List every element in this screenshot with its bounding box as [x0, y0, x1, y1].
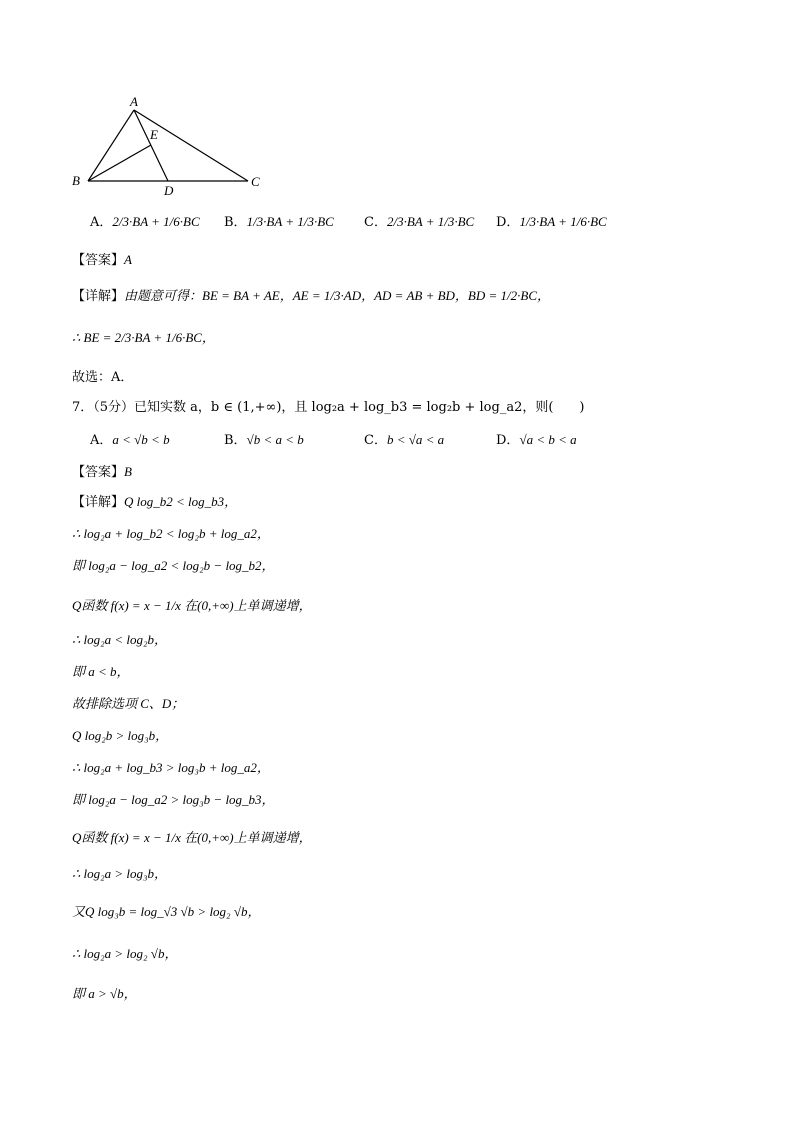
q6-detail-line-2: ∴ BE = 2/3·BA + 1/6·BC， [72, 330, 215, 345]
point-label-d: D [164, 183, 174, 198]
q7-detail-step-2: ∴ log₂a + log_b2 < log₂b + log_a2， [72, 526, 270, 541]
q7-detail-step-9: ∴ log₂a + log_b3 > log₃b + log_a2， [72, 760, 270, 775]
q6-option-a: A．2/3·BA + 1/6·BC [90, 214, 200, 230]
vertex-label-c: C [251, 174, 260, 189]
q6-option-b: B．1/3·BA + 1/3·BC [224, 214, 334, 230]
q7-detail-step-11: Q函数 f(x) = x − 1/x 在(0,+∞)上单调递增， [72, 830, 312, 845]
q7-detail-step-7: 故排除选项 C、D； [72, 696, 185, 711]
vertex-label-b: B [72, 173, 80, 188]
q7-option-c: C．b < √a < a [364, 432, 445, 448]
q7-option-d: D．√a < b < a [496, 432, 577, 448]
q7-detail-step-10: 即 log₂a − log_a2 > log₃b − log_b3， [72, 792, 275, 807]
q7-detail-step-6: 即 a < b， [72, 664, 130, 679]
point-label-e: E [150, 127, 158, 142]
q7-detail-step-14: ∴ log₂a > log₂ √b， [72, 946, 178, 961]
vertex-label-a: A [130, 94, 138, 109]
q7-stem: 7．（5分）已知实数 a，b ∈ (1,+∞)，且 log₂a + log_b3 = log₂b + log_a2，则( ) [72, 400, 585, 415]
q6-option-c: C．2/3·BA + 1/3·BC [364, 214, 475, 230]
q7-detail-step-5: ∴ log₂a < log₂b， [72, 632, 168, 647]
segment-be [88, 145, 151, 181]
q6-answer: 【答案】A [72, 252, 132, 268]
q7-detail-step-3: 即 log₂a − log_a2 < log₂b − log_b2， [72, 558, 275, 573]
q7-detail-step-1: 【详解】Q log_b2 < log_b3， [72, 494, 238, 510]
q7-detail-step-15: 即 a > √b， [72, 986, 137, 1001]
q6-option-d: D．1/3·BA + 1/6·BC [496, 214, 607, 230]
q7-detail-step-12: ∴ log₂a > log₃b， [72, 866, 168, 881]
side-ab [88, 110, 134, 181]
q6-conclusion: 故选：A． [72, 370, 134, 385]
q7-answer: 【答案】B [72, 464, 132, 480]
q7-detail-step-4: Q函数 f(x) = x − 1/x 在(0,+∞)上单调递增， [72, 598, 312, 613]
q7-option-b: B．√b < a < b [224, 432, 304, 448]
q6-detail-line-1: 【详解】由题意可得：BE = BA + AE，AE = 1/3·AD，AD = AB + BD，BD = 1/2·BC， [72, 288, 551, 304]
q7-option-a: A．a < √b < b [90, 432, 170, 448]
q7-detail-step-13: 又Q log₃b = log_√3 √b > log₂ √b， [72, 904, 261, 919]
q7-detail-step-8: Q log₂b > log₃b， [72, 728, 169, 743]
